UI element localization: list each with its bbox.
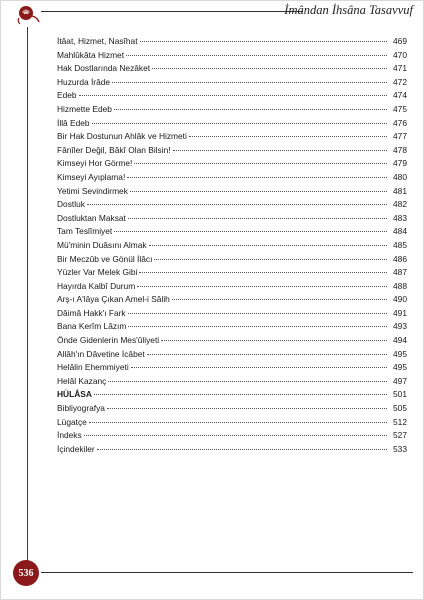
toc-entry-title: Bana Kerîm Lâzım bbox=[57, 321, 127, 332]
toc-leader-dots bbox=[94, 393, 387, 395]
header-divider bbox=[41, 11, 303, 12]
toc-entry-page: 493 bbox=[393, 321, 407, 332]
toc-leader-dots bbox=[149, 244, 387, 246]
toc-entry-title: Kimseyi Ayıplama! bbox=[57, 171, 126, 182]
toc-leader-dots bbox=[126, 54, 387, 56]
toc-leader-dots bbox=[84, 434, 387, 436]
toc-entry[interactable] bbox=[57, 49, 407, 63]
toc-entry[interactable] bbox=[57, 198, 407, 212]
toc-entry-title: Allâh'ın Dâvetine İcâbet bbox=[57, 348, 145, 359]
toc-entry-title: Bir Meczûb ve Gönül İlâcı bbox=[57, 253, 153, 264]
toc-entry-title: Tam Teslîmiyet bbox=[57, 226, 113, 237]
toc-leader-dots bbox=[172, 298, 387, 300]
toc-entry-page: 481 bbox=[393, 185, 407, 196]
toc-entry-title: Yetimi Sevindirmek bbox=[57, 185, 128, 196]
toc-leader-dots bbox=[97, 448, 387, 450]
toc-entry-title: İllâ Edeb bbox=[57, 117, 90, 128]
toc-entry-title: Helâlin Ehemmiyeti bbox=[57, 362, 129, 373]
toc-entry-page: 487 bbox=[393, 267, 407, 278]
toc-entry-title: Bir Hak Dostunun Ahlâk ve Hizmeti bbox=[57, 131, 187, 142]
toc-leader-dots bbox=[173, 149, 387, 151]
toc-entry-title: Yüzler Var Melek Gibi bbox=[57, 267, 138, 278]
toc-entry[interactable] bbox=[57, 429, 407, 443]
toc-entry-page: 479 bbox=[393, 158, 407, 169]
toc-entry[interactable] bbox=[57, 103, 407, 117]
toc-leader-dots bbox=[127, 176, 387, 178]
toc-leader-dots bbox=[137, 285, 387, 287]
toc-entry[interactable] bbox=[57, 375, 407, 389]
toc-leader-dots bbox=[107, 407, 387, 409]
toc-entry[interactable] bbox=[57, 443, 407, 457]
toc-entry[interactable] bbox=[57, 130, 407, 144]
toc-entry-page: 475 bbox=[393, 103, 407, 114]
toc-entry-page: 505 bbox=[393, 403, 407, 414]
toc-entry-page: 476 bbox=[393, 117, 407, 128]
toc-entry-page: 527 bbox=[393, 430, 407, 441]
toc-entry[interactable] bbox=[57, 35, 407, 49]
toc-entry[interactable] bbox=[57, 144, 407, 158]
toc-entry-page: 491 bbox=[393, 307, 407, 318]
toc-entry[interactable] bbox=[57, 266, 407, 280]
toc-entry-page: 501 bbox=[393, 389, 407, 400]
toc-entry-title: Fânîler Değil, Bâkî Olan Bilsin! bbox=[57, 144, 171, 155]
toc-entry[interactable] bbox=[57, 171, 407, 185]
toc-entry-page: 474 bbox=[393, 90, 407, 101]
toc-entry[interactable] bbox=[57, 388, 407, 402]
toc-entry[interactable] bbox=[57, 361, 407, 375]
toc-entry-title: Dostluk bbox=[57, 199, 85, 210]
toc-entry[interactable] bbox=[57, 212, 407, 226]
toc-entry-title: Helâl Kazanç bbox=[57, 375, 107, 386]
toc-entry[interactable] bbox=[57, 117, 407, 131]
toc-leader-dots bbox=[112, 81, 387, 83]
toc-entry[interactable] bbox=[57, 307, 407, 321]
margin-rule bbox=[27, 27, 28, 563]
toc-entry[interactable] bbox=[57, 280, 407, 294]
toc-entry-page: 495 bbox=[393, 348, 407, 359]
toc-entry-title: Edeb bbox=[57, 90, 77, 101]
toc-entry-page: 472 bbox=[393, 76, 407, 87]
toc-entry-page: 488 bbox=[393, 280, 407, 291]
toc-entry-title: Mü'minin Duâsını Almak bbox=[57, 239, 147, 250]
toc-leader-dots bbox=[147, 353, 387, 355]
toc-entry[interactable] bbox=[57, 62, 407, 76]
toc-entry-page: 495 bbox=[393, 362, 407, 373]
toc-entry-page: 470 bbox=[393, 49, 407, 60]
toc-entry-page: 480 bbox=[393, 171, 407, 182]
toc-leader-dots bbox=[189, 135, 387, 137]
toc-entry-page: 477 bbox=[393, 131, 407, 142]
toc-leader-dots bbox=[139, 271, 387, 273]
toc-entry-title: İndeks bbox=[57, 430, 82, 441]
toc-entry-page: 478 bbox=[393, 144, 407, 155]
toc-entry-title: Hizmette Edeb bbox=[57, 103, 112, 114]
toc-entry-title: Hayırda Kalbî Durum bbox=[57, 280, 136, 291]
toc-entry[interactable] bbox=[57, 253, 407, 267]
toc-entry-title: Önde Gidenlerin Mes'ûliyeti bbox=[57, 335, 160, 346]
toc-leader-dots bbox=[128, 312, 387, 314]
toc-leader-dots bbox=[140, 40, 387, 42]
toc-entry-title: Lügatçe bbox=[57, 416, 87, 427]
running-header-title: İmândan İhsâna Tasavvuf bbox=[284, 3, 413, 17]
toc-entry[interactable] bbox=[57, 293, 407, 307]
toc-leader-dots bbox=[154, 258, 387, 260]
toc-leader-dots bbox=[114, 230, 387, 232]
toc-leader-dots bbox=[114, 108, 387, 110]
toc-entry[interactable] bbox=[57, 402, 407, 416]
toc-entry-title: Bibliyografya bbox=[57, 403, 105, 414]
toc-entry-page: 483 bbox=[393, 212, 407, 223]
toc-entry[interactable] bbox=[57, 334, 407, 348]
toc-entry[interactable] bbox=[57, 89, 407, 103]
toc-entry[interactable] bbox=[57, 320, 407, 334]
toc-leader-dots bbox=[152, 67, 387, 69]
toc-entry-title: Hak Dostlarında Nezâket bbox=[57, 63, 151, 74]
toc-entry-page: 485 bbox=[393, 239, 407, 250]
page-number-badge: 536 bbox=[13, 560, 39, 586]
toc-leader-dots bbox=[79, 94, 387, 96]
toc-entry[interactable] bbox=[57, 416, 407, 430]
toc-entry-title: Dostluktan Maksat bbox=[57, 212, 126, 223]
toc-entry-title: İtâat, Hizmet, Nasîhat bbox=[57, 36, 138, 46]
toc-entry-title: Kimseyi Hor Görme! bbox=[57, 158, 133, 169]
toc-leader-dots bbox=[128, 325, 387, 327]
toc-entry-page: 484 bbox=[393, 226, 407, 237]
toc-entry-page: 497 bbox=[393, 375, 407, 386]
toc-entry-page: 512 bbox=[393, 416, 407, 427]
toc-leader-dots bbox=[131, 366, 387, 368]
toc-entry-page: 494 bbox=[393, 335, 407, 346]
toc-entry-page: 469 bbox=[393, 36, 407, 46]
footer-divider bbox=[41, 572, 413, 573]
toc-leader-dots bbox=[108, 380, 387, 382]
toc-entry[interactable] bbox=[57, 225, 407, 239]
toc-leader-dots bbox=[87, 203, 387, 205]
toc-entry[interactable] bbox=[57, 157, 407, 171]
toc-entry-title: HÜLÂSA bbox=[57, 389, 92, 400]
toc-entry-title: İçindekiler bbox=[57, 443, 95, 454]
toc-entry[interactable] bbox=[57, 185, 407, 199]
toc-entry-title: Arş-ı A'lâya Çıkan Amel-i Sâlih bbox=[57, 294, 170, 305]
toc-entry-title: Huzurda İrâde bbox=[57, 76, 111, 87]
toc-leader-dots bbox=[89, 421, 387, 423]
table-of-contents bbox=[57, 35, 407, 456]
toc-entry-page: 471 bbox=[393, 63, 407, 74]
toc-leader-dots bbox=[134, 162, 387, 164]
toc-entry-title: Dâimâ Hakk'ı Fark bbox=[57, 307, 126, 318]
toc-entry[interactable] bbox=[57, 239, 407, 253]
toc-leader-dots bbox=[161, 339, 387, 341]
rose-ornament-icon bbox=[15, 3, 41, 25]
toc-leader-dots bbox=[128, 217, 387, 219]
toc-entry-title: Mahlûkâta Hizmet bbox=[57, 49, 125, 60]
toc-entry-page: 533 bbox=[393, 443, 407, 454]
toc-entry-page: 490 bbox=[393, 294, 407, 305]
toc-entry[interactable] bbox=[57, 76, 407, 90]
toc-entry[interactable] bbox=[57, 348, 407, 362]
toc-entry-page: 486 bbox=[393, 253, 407, 264]
toc-leader-dots bbox=[92, 122, 387, 124]
toc-leader-dots bbox=[130, 190, 387, 192]
toc-entry-page: 482 bbox=[393, 199, 407, 210]
